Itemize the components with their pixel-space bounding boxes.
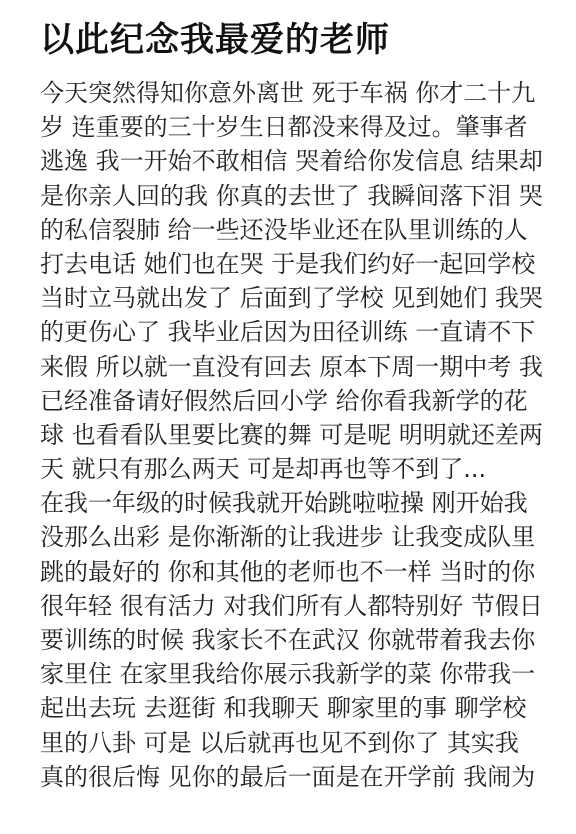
article-title: 以此纪念我最爱的老师 [40,20,390,60]
body-line: 起出去玩 去逛街 和我聊天 聊家里的事 聊学校 [40,694,527,723]
body-line: 里的八卦 可是 以后就再也见不到你了 其实我 [40,728,519,757]
body-line: 要训练的时候 我家长不在武汉 你就带着我去你 [40,626,536,654]
body-line: 很年轻 很有活力 对我们所有人都特别好 节假日 [40,591,543,620]
body-line: 家里住 在家里我给你展示我新学的菜 你带我一 [40,660,536,689]
body-line: 的私信裂肺 给一些还没毕业还在队里训练的人 [40,215,528,244]
body-line: 球 也看看队里要比赛的舞 可是呢 明明就还差两 [40,420,543,449]
body-line: 真的很后悔 见你的最后一面是在开学前 我闹为 [40,762,536,791]
body-line: 在我一年级的时候我就开始跳啦啦操 刚开始我 [40,489,528,518]
body-line: 逃逸 我一开始不敢相信 哭着给你发信息 结果却 [40,147,543,176]
body-line: 天 就只有那么两天 可是却再也等不到了... [40,455,487,484]
article-body [40,76,570,794]
body-line: 没那么出彩 是你渐渐的让我进步 让我变成队里 [40,523,536,552]
body-line: 来假 所以就一直没有回去 原本下周一期中考 我 [40,352,543,381]
body-line: 岁 连重要的三十岁生日都没来得及过。肇事者 [40,113,528,142]
body-line: 的更伤心了 我毕业后因为田径训练 一直请不下 [40,318,536,347]
body-line: 是你亲人回的我 你真的去世了 我瞬间落下泪 哭 [40,181,543,210]
body-line: 打去电话 她们也在哭 于是我们约好一起回学校 [40,249,536,278]
body-line: 已经准备请好假然后回小学 给你看我新学的花 [40,386,528,415]
body-line: 跳的最好的 你和其他的老师也不一样 当时的你 [40,557,536,586]
body-line: 今天突然得知你意外离世 死于车祸 你才二十九 [40,79,536,107]
body-line: 当时立马就出发了 后面到了学校 见到她们 我哭 [40,284,543,313]
